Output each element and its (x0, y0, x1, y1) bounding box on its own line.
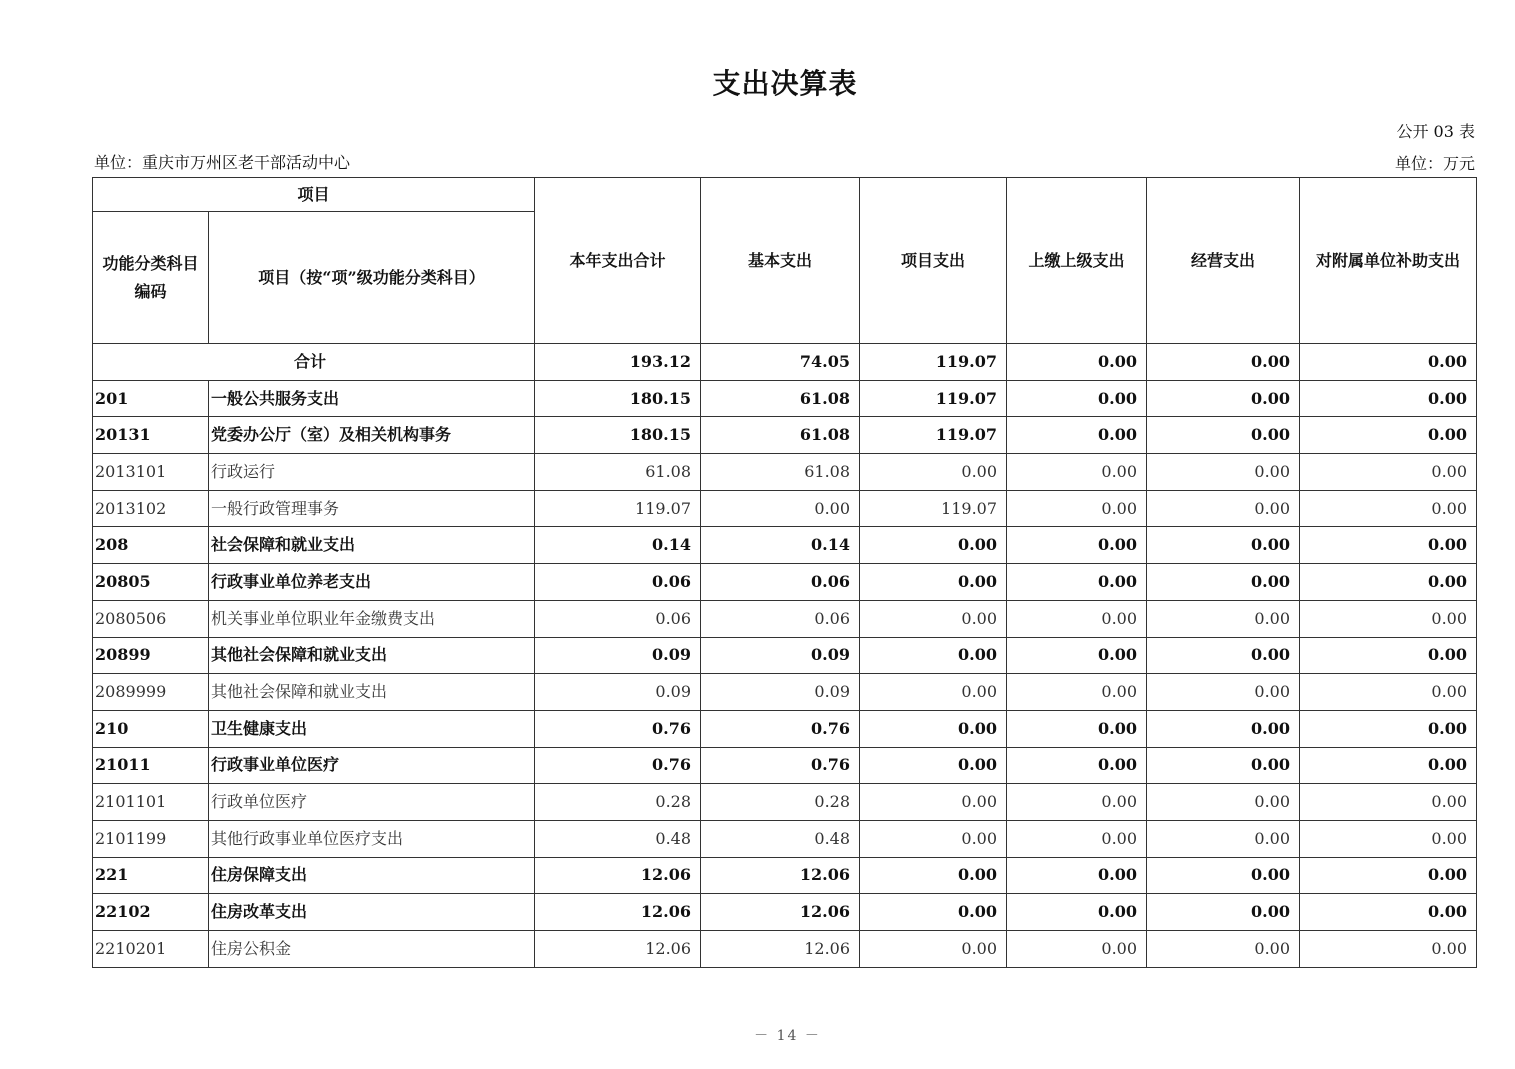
total-project: 119.07 (860, 344, 1007, 381)
cell-subsidy: 0.00 (1300, 564, 1477, 601)
header-project-group: 项目 (93, 178, 535, 212)
header-total: 本年支出合计 (535, 178, 701, 344)
organization-unit: 单位：重庆市万州区老干部活动中心 (94, 153, 351, 172)
cell-name: 社会保障和就业支出 (209, 527, 535, 564)
cell-basic: 12.06 (701, 931, 860, 968)
cell-subsidy: 0.00 (1300, 857, 1477, 894)
cell-project: 119.07 (860, 380, 1007, 417)
cell-name: 一般行政管理事务 (209, 490, 535, 527)
cell-subsidy: 0.00 (1300, 637, 1477, 674)
cell-subsidy: 0.00 (1300, 600, 1477, 637)
cell-basic: 0.00 (701, 490, 860, 527)
cell-total: 180.15 (535, 380, 701, 417)
cell-business: 0.00 (1147, 380, 1300, 417)
cell-basic: 12.06 (701, 894, 860, 931)
cell-subsidy: 0.00 (1300, 710, 1477, 747)
cell-upper: 0.00 (1007, 674, 1147, 711)
cell-code: 22102 (93, 894, 209, 931)
cell-subsidy: 0.00 (1300, 417, 1477, 454)
total-label: 合计 (93, 344, 535, 381)
cell-project: 0.00 (860, 637, 1007, 674)
cell-project: 0.00 (860, 564, 1007, 601)
cell-subsidy: 0.00 (1300, 931, 1477, 968)
cell-code: 2013101 (93, 454, 209, 491)
cell-business: 0.00 (1147, 564, 1300, 601)
cell-subsidy: 0.00 (1300, 527, 1477, 564)
cell-name: 其他行政事业单位医疗支出 (209, 820, 535, 857)
cell-basic: 0.09 (701, 637, 860, 674)
cell-project: 119.07 (860, 490, 1007, 527)
cell-upper: 0.00 (1007, 710, 1147, 747)
cell-basic: 12.06 (701, 857, 860, 894)
cell-code: 2013102 (93, 490, 209, 527)
cell-upper: 0.00 (1007, 527, 1147, 564)
cell-basic: 0.06 (701, 600, 860, 637)
cell-code: 2080506 (93, 600, 209, 637)
cell-project: 0.00 (860, 527, 1007, 564)
table-row (93, 747, 1477, 784)
cell-business: 0.00 (1147, 784, 1300, 821)
cell-total: 61.08 (535, 454, 701, 491)
cell-basic: 61.08 (701, 454, 860, 491)
table-row (93, 417, 1477, 454)
cell-business: 0.00 (1147, 674, 1300, 711)
form-number: 公开 03 表 (1396, 122, 1475, 141)
table-row (93, 784, 1477, 821)
cell-business: 0.00 (1147, 527, 1300, 564)
cell-basic: 0.76 (701, 710, 860, 747)
cell-total: 119.07 (535, 490, 701, 527)
table-row (93, 931, 1477, 968)
table-row (93, 894, 1477, 931)
cell-total: 12.06 (535, 857, 701, 894)
cell-basic: 0.14 (701, 527, 860, 564)
cell-project: 0.00 (860, 894, 1007, 931)
currency-unit: 单位：万元 (1394, 154, 1475, 173)
cell-name: 行政单位医疗 (209, 784, 535, 821)
cell-basic: 61.08 (701, 417, 860, 454)
table-row (93, 527, 1477, 564)
table-row (93, 490, 1477, 527)
table-row (93, 710, 1477, 747)
cell-total: 0.28 (535, 784, 701, 821)
cell-code: 210 (93, 710, 209, 747)
cell-business: 0.00 (1147, 747, 1300, 784)
cell-upper: 0.00 (1007, 380, 1147, 417)
cell-code: 21011 (93, 747, 209, 784)
cell-upper: 0.00 (1007, 417, 1147, 454)
cell-basic: 0.48 (701, 820, 860, 857)
header-upper: 上缴上级支出 (1007, 178, 1147, 344)
cell-name: 其他社会保障和就业支出 (209, 637, 535, 674)
cell-project: 0.00 (860, 784, 1007, 821)
table-row (93, 600, 1477, 637)
cell-project: 0.00 (860, 674, 1007, 711)
cell-name: 一般公共服务支出 (209, 380, 535, 417)
cell-subsidy: 0.00 (1300, 820, 1477, 857)
cell-code: 2101101 (93, 784, 209, 821)
cell-code: 201 (93, 380, 209, 417)
cell-upper: 0.00 (1007, 490, 1147, 527)
header-name: 项目（按“项”级功能分类科目） (209, 212, 535, 344)
cell-project: 0.00 (860, 454, 1007, 491)
cell-upper: 0.00 (1007, 637, 1147, 674)
total-basic: 74.05 (701, 344, 860, 381)
cell-subsidy: 0.00 (1300, 747, 1477, 784)
cell-subsidy: 0.00 (1300, 784, 1477, 821)
cell-project: 0.00 (860, 931, 1007, 968)
cell-upper: 0.00 (1007, 931, 1147, 968)
cell-business: 0.00 (1147, 820, 1300, 857)
cell-code: 2101199 (93, 820, 209, 857)
header-business: 经营支出 (1147, 178, 1300, 344)
cell-total: 0.76 (535, 747, 701, 784)
table-row (93, 564, 1477, 601)
cell-code: 2210201 (93, 931, 209, 968)
cell-upper: 0.00 (1007, 820, 1147, 857)
cell-code: 2089999 (93, 674, 209, 711)
header-code: 功能分类科目编码 (93, 212, 209, 344)
cell-business: 0.00 (1147, 600, 1300, 637)
total-subsidy: 0.00 (1300, 344, 1477, 381)
cell-code: 20805 (93, 564, 209, 601)
cell-name: 住房公积金 (209, 931, 535, 968)
cell-basic: 0.28 (701, 784, 860, 821)
cell-total: 0.09 (535, 674, 701, 711)
cell-upper: 0.00 (1007, 564, 1147, 601)
total-row (93, 344, 1477, 381)
cell-business: 0.00 (1147, 894, 1300, 931)
cell-business: 0.00 (1147, 417, 1300, 454)
cell-total: 0.09 (535, 637, 701, 674)
cell-project: 0.00 (860, 600, 1007, 637)
cell-project: 119.07 (860, 417, 1007, 454)
table-row (93, 454, 1477, 491)
table-row (93, 674, 1477, 711)
cell-upper: 0.00 (1007, 784, 1147, 821)
cell-code: 208 (93, 527, 209, 564)
header-basic: 基本支出 (701, 178, 860, 344)
cell-basic: 0.09 (701, 674, 860, 711)
cell-subsidy: 0.00 (1300, 490, 1477, 527)
cell-project: 0.00 (860, 857, 1007, 894)
cell-business: 0.00 (1147, 490, 1300, 527)
table-row (93, 857, 1477, 894)
cell-name: 行政运行 (209, 454, 535, 491)
cell-total: 180.15 (535, 417, 701, 454)
cell-project: 0.00 (860, 820, 1007, 857)
cell-name: 住房改革支出 (209, 894, 535, 931)
cell-upper: 0.00 (1007, 747, 1147, 784)
cell-subsidy: 0.00 (1300, 894, 1477, 931)
cell-business: 0.00 (1147, 931, 1300, 968)
page-number: － 14 － (754, 1028, 821, 1044)
cell-project: 0.00 (860, 710, 1007, 747)
cell-total: 0.14 (535, 527, 701, 564)
cell-business: 0.00 (1147, 857, 1300, 894)
table-row (93, 820, 1477, 857)
cell-total: 12.06 (535, 894, 701, 931)
total-business: 0.00 (1147, 344, 1300, 381)
cell-total: 0.06 (535, 564, 701, 601)
page-title: 支出决算表 (712, 67, 858, 100)
cell-basic: 0.76 (701, 747, 860, 784)
cell-total: 0.06 (535, 600, 701, 637)
cell-name: 卫生健康支出 (209, 710, 535, 747)
cell-business: 0.00 (1147, 637, 1300, 674)
cell-upper: 0.00 (1007, 454, 1147, 491)
cell-total: 0.76 (535, 710, 701, 747)
cell-name: 党委办公厅（室）及相关机构事务 (209, 417, 535, 454)
table-row (93, 637, 1477, 674)
cell-subsidy: 0.00 (1300, 674, 1477, 711)
cell-business: 0.00 (1147, 454, 1300, 491)
cell-basic: 61.08 (701, 380, 860, 417)
header-subsidy: 对附属单位补助支出 (1300, 178, 1477, 344)
cell-subsidy: 0.00 (1300, 380, 1477, 417)
cell-name: 其他社会保障和就业支出 (209, 674, 535, 711)
expenditure-table (92, 177, 1477, 968)
cell-name: 行政事业单位养老支出 (209, 564, 535, 601)
cell-code: 20899 (93, 637, 209, 674)
header-project: 项目支出 (860, 178, 1007, 344)
cell-code: 20131 (93, 417, 209, 454)
cell-upper: 0.00 (1007, 894, 1147, 931)
cell-business: 0.00 (1147, 710, 1300, 747)
cell-name: 住房保障支出 (209, 857, 535, 894)
cell-upper: 0.00 (1007, 857, 1147, 894)
cell-name: 行政事业单位医疗 (209, 747, 535, 784)
cell-project: 0.00 (860, 747, 1007, 784)
cell-total: 0.48 (535, 820, 701, 857)
cell-total: 12.06 (535, 931, 701, 968)
total-total: 193.12 (535, 344, 701, 381)
cell-basic: 0.06 (701, 564, 860, 601)
cell-code: 221 (93, 857, 209, 894)
cell-upper: 0.00 (1007, 600, 1147, 637)
cell-subsidy: 0.00 (1300, 454, 1477, 491)
cell-name: 机关事业单位职业年金缴费支出 (209, 600, 535, 637)
table-row (93, 380, 1477, 417)
total-upper: 0.00 (1007, 344, 1147, 381)
